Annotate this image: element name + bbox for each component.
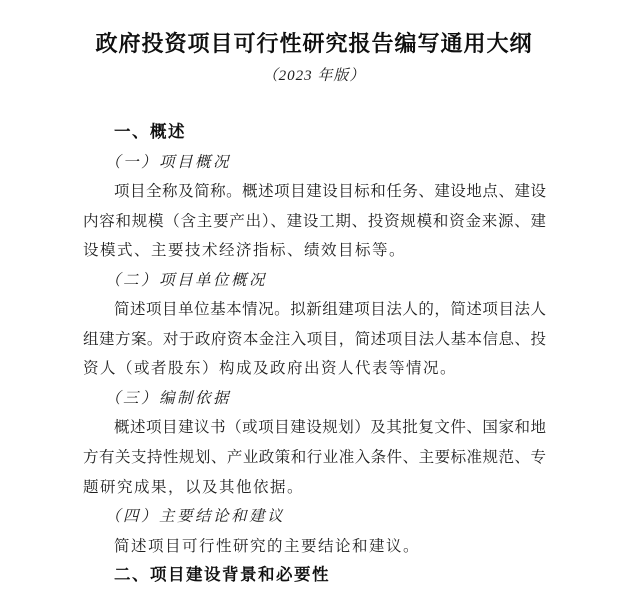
- subsection-1-3-heading: （三）编制依据: [105, 389, 232, 407]
- section-1-heading: 一、概述: [114, 123, 186, 141]
- paragraph-line: 项目全称及简称。概述项目建设目标和任务、建设地点、建设: [114, 183, 546, 201]
- subsection-1-4-heading: （四）主要结论和建议: [105, 508, 286, 526]
- paragraph-line: 简述项目单位基本情况。拟新组建项目法人的，简述项目法人: [114, 301, 546, 319]
- section-2-heading: 二、项目建设背景和必要性: [114, 566, 330, 585]
- subsection-1-2-heading: （二）项目单位概况: [105, 271, 268, 289]
- paragraph-line: 方有关支持性规划、产业政策和行业准入条件、主要标准规范、专: [83, 449, 546, 467]
- paragraph-line: 组建方案。对于政府资本金注入项目，简述项目法人基本信息、投: [83, 330, 546, 348]
- document-version-subtitle: （2023 年版）: [262, 68, 366, 84]
- subsection-1-1-heading: （一）项目概况: [105, 153, 232, 171]
- document-title: 政府投资项目可行性研究报告编写通用大纲: [95, 31, 533, 56]
- paragraph-line: 简述项目可行性研究的主要结论和建议。: [114, 537, 421, 555]
- paragraph-line: 概述项目建议书（或项目建设规划）及其批复文件、国家和地: [114, 419, 546, 437]
- document-body: [83, 118, 546, 591]
- paragraph-line: 题研究成果，以及其他依据。: [83, 478, 305, 496]
- paragraph-line: 内容和规模（含主要产出）、建设工期、投资规模和资金来源、建: [83, 212, 546, 230]
- paragraph-line: 设模式、主要技术经济指标、绩效目标等。: [83, 242, 407, 260]
- paragraph-line: 资人（或者股东）构成及政府出资人代表等情况。: [83, 360, 458, 378]
